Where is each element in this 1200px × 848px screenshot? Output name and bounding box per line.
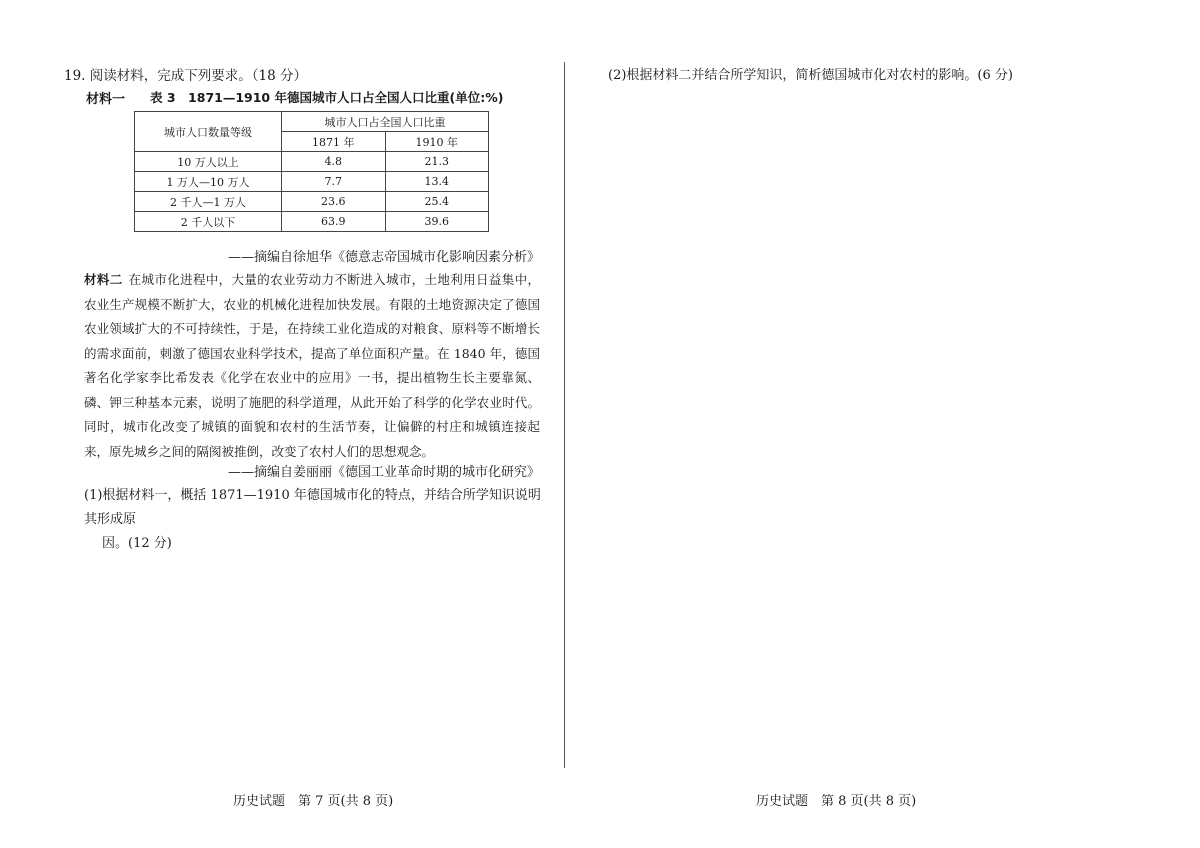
row-header-cell: 城市人口数量等级 (135, 112, 282, 152)
table-cell: 10 万人以上 (135, 152, 282, 172)
material2-paragraph (84, 268, 540, 464)
table-cell: 21.3 (385, 152, 489, 172)
table-cell: 4.8 (282, 152, 386, 172)
table-cell: 39.6 (385, 212, 489, 232)
group-header-cell: 城市人口占全国人口比重 (282, 112, 489, 132)
material2-text: 在城市化进程中，大量的农业劳动力不断进入城市，土地利用日益集中，农业生产规模不断扩大，农业的机械化进程加快发展。有限的土地资源决定了德国农业领域扩大的不可持续性，于是，在持续工业化造成的对粮食、原料等不断增长的需求面前，刺激了德国农业科学技术，提高了单位面积产量。在 1840 年，德国著名化学家李比希发表《化学在农业中的应用》一书，提出植物生长主要靠氮、磷、钾三种基本元素，说明了施肥的科学道理，从此开始了科学的化学农业时代。同时，城市化改变了城镇的面貌和农村的生活节奏，让偏僻的村庄和城镇连接起来，原先城乡之间的隔阂被推倒，改变了农村人们的思想观念。 (84, 272, 540, 459)
col-header-1910: 1910 年 (385, 132, 489, 152)
table-row (135, 152, 489, 172)
footer-page-8: 历史试题 第 8 页(共 8 页) (756, 794, 917, 809)
question-1 (84, 484, 544, 556)
material1-label: 材料一 (86, 92, 126, 107)
question-1-line1: (1)根据材料一，概括 1871—1910 年德国城市化的特点，并结合所学知识说明其形成原 (84, 488, 541, 527)
table-cell: 2 千人—1 万人 (135, 192, 282, 212)
table-cell: 23.6 (282, 192, 386, 212)
population-table (134, 111, 489, 232)
col-header-1871: 1871 年 (282, 132, 386, 152)
question-1-line2: 因。(12 分) (102, 536, 172, 551)
table-row (135, 192, 489, 212)
table-cell: 25.4 (385, 192, 489, 212)
material2-label: 材料二 (84, 272, 123, 287)
table-cell: 2 千人以下 (135, 212, 282, 232)
table-row (135, 212, 489, 232)
material2-source: ——摘编自姜丽丽《德国工业革命时期的城市化研究》 (227, 465, 540, 480)
table-cell: 13.4 (385, 172, 489, 192)
table-cell: 1 万人—10 万人 (135, 172, 282, 192)
table-cell: 7.7 (282, 172, 386, 192)
table-row (135, 172, 489, 192)
page-divider (564, 62, 565, 768)
table-cell: 63.9 (282, 212, 386, 232)
question-header: 19. 阅读材料，完成下列要求。（18 分） (64, 68, 307, 84)
question-2: (2)根据材料二并结合所学知识，简析德国城市化对农村的影响。(6 分) (608, 68, 1013, 83)
material1-source: ——摘编自徐旭华《德意志帝国城市化影响因素分析》 (227, 250, 540, 265)
footer-page-7: 历史试题 第 7 页(共 8 页) (233, 794, 394, 809)
table-caption: 表 3 1871—1910 年德国城市人口占全国人口比重(单位:%) (150, 90, 504, 105)
